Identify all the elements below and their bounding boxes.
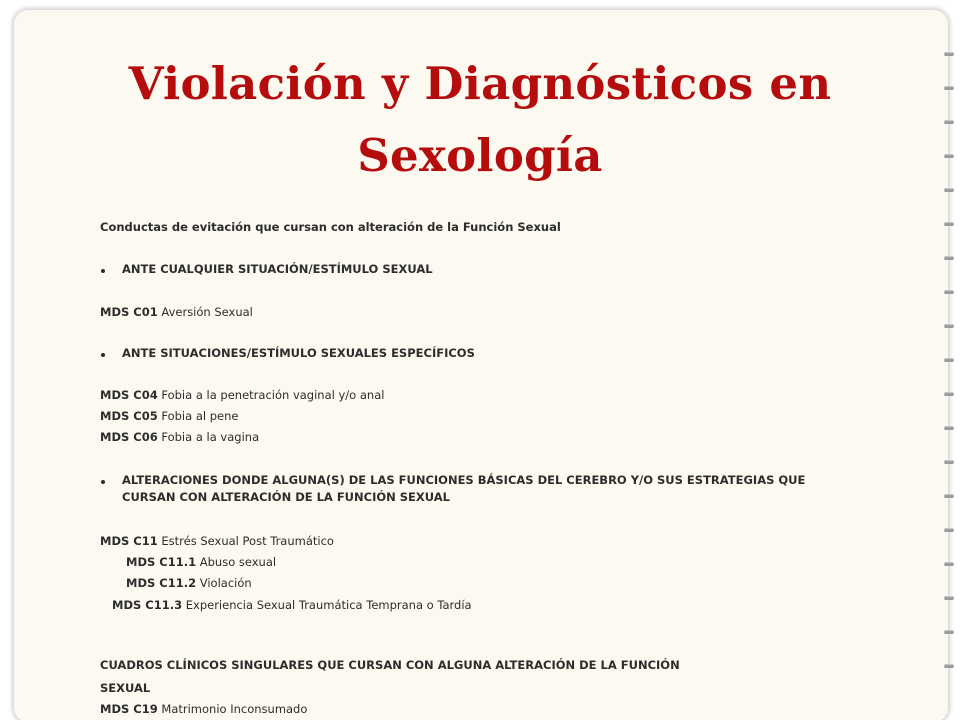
binding-ring — [944, 528, 954, 532]
binding-ring — [944, 188, 954, 192]
binding-ring — [944, 392, 954, 396]
bullet-dot — [101, 480, 105, 484]
bullet-specific-stimulus — [122, 346, 475, 360]
bullet-text: ALTERACIONES DONDE ALGUNA(S) DE LAS FUNCIONES BÁSICAS DEL CEREBRO Y/O SUS ESTRATEGIAS QUE — [122, 473, 806, 487]
diagnosis-c04 — [100, 388, 384, 402]
diagnosis-code: MDS C01 — [100, 305, 158, 319]
diagnosis-text: Aversión Sexual — [161, 305, 253, 319]
binding-ring — [944, 324, 954, 328]
diagnosis-c05 — [100, 409, 238, 423]
diagnosis-code: MDS C11.1 — [126, 555, 197, 569]
diagnosis-text: Matrimonio Inconsumado — [161, 702, 308, 716]
bullet-text: ANTE CUALQUIER SITUACIÓN/ESTÍMULO SEXUAL — [122, 262, 433, 276]
diagnosis-c11-2 — [126, 576, 252, 590]
diagnosis-text: Experiencia Sexual Traumática Temprana o Tardía — [185, 598, 472, 612]
slide-title: Violación y Diagnósticos en Sexología — [128, 57, 832, 182]
binding-rings — [938, 0, 960, 720]
bullet-dot — [101, 269, 105, 273]
binding-ring — [944, 86, 954, 90]
binding-ring — [944, 494, 954, 498]
diagnosis-text: Estrés Sexual Post Traumático — [161, 534, 334, 548]
bullet-text: ANTE SITUACIONES/ESTÍMULO SEXUALES ESPECÍFICOS — [122, 346, 475, 360]
diagnosis-c11-1 — [126, 555, 276, 569]
diagnosis-c11-3 — [112, 598, 472, 612]
binding-ring — [944, 154, 954, 158]
binding-ring — [944, 630, 954, 634]
diagnosis-code: MDS C04 — [100, 388, 158, 402]
binding-ring — [944, 562, 954, 566]
binding-ring — [944, 596, 954, 600]
bullet-dot — [101, 353, 105, 357]
binding-ring — [944, 460, 954, 464]
diagnosis-text: Fobia al pene — [161, 409, 239, 423]
bullet-any-stimulus — [122, 262, 433, 276]
binding-ring — [944, 256, 954, 260]
diagnosis-code: MDS C11 — [100, 534, 158, 548]
intro-text: Conductas de evitación que cursan con alteración de la Función Sexual — [100, 220, 561, 234]
diagnosis-code: MDS C06 — [100, 430, 158, 444]
binding-ring — [944, 290, 954, 294]
diagnosis-code: MDS C05 — [100, 409, 158, 423]
diagnosis-code: MDS C19 — [100, 702, 158, 716]
clinical-heading-cont: SEXUAL — [100, 681, 151, 695]
binding-ring — [944, 120, 954, 124]
diagnosis-c06 — [100, 430, 259, 444]
binding-ring — [944, 426, 954, 430]
clinical-heading: CUADROS CLÍNICOS SINGULARES QUE CURSAN CON ALGUNA ALTERACIÓN DE LA FUNCIÓN — [100, 658, 680, 672]
binding-ring — [944, 664, 954, 668]
diagnosis-code: MDS C11.3 — [112, 598, 183, 612]
diagnosis-code: MDS C11.2 — [126, 576, 197, 590]
diagnosis-c01 — [100, 305, 253, 319]
bullet-brain-functions-cont: CURSAN CON ALTERACIÓN DE LA FUNCIÓN SEXUAL — [122, 490, 450, 504]
binding-ring — [944, 358, 954, 362]
diagnosis-text: Abuso sexual — [199, 555, 277, 569]
diagnosis-text: Fobia a la penetración vaginal y/o anal — [161, 388, 385, 402]
binding-ring — [944, 52, 954, 56]
diagnosis-c11 — [100, 534, 334, 548]
bullet-brain-functions — [122, 473, 805, 487]
binding-ring — [944, 222, 954, 226]
diagnosis-text: Violación — [199, 576, 252, 590]
diagnosis-text: Fobia a la vagina — [161, 430, 260, 444]
diagnosis-c19 — [100, 702, 307, 716]
